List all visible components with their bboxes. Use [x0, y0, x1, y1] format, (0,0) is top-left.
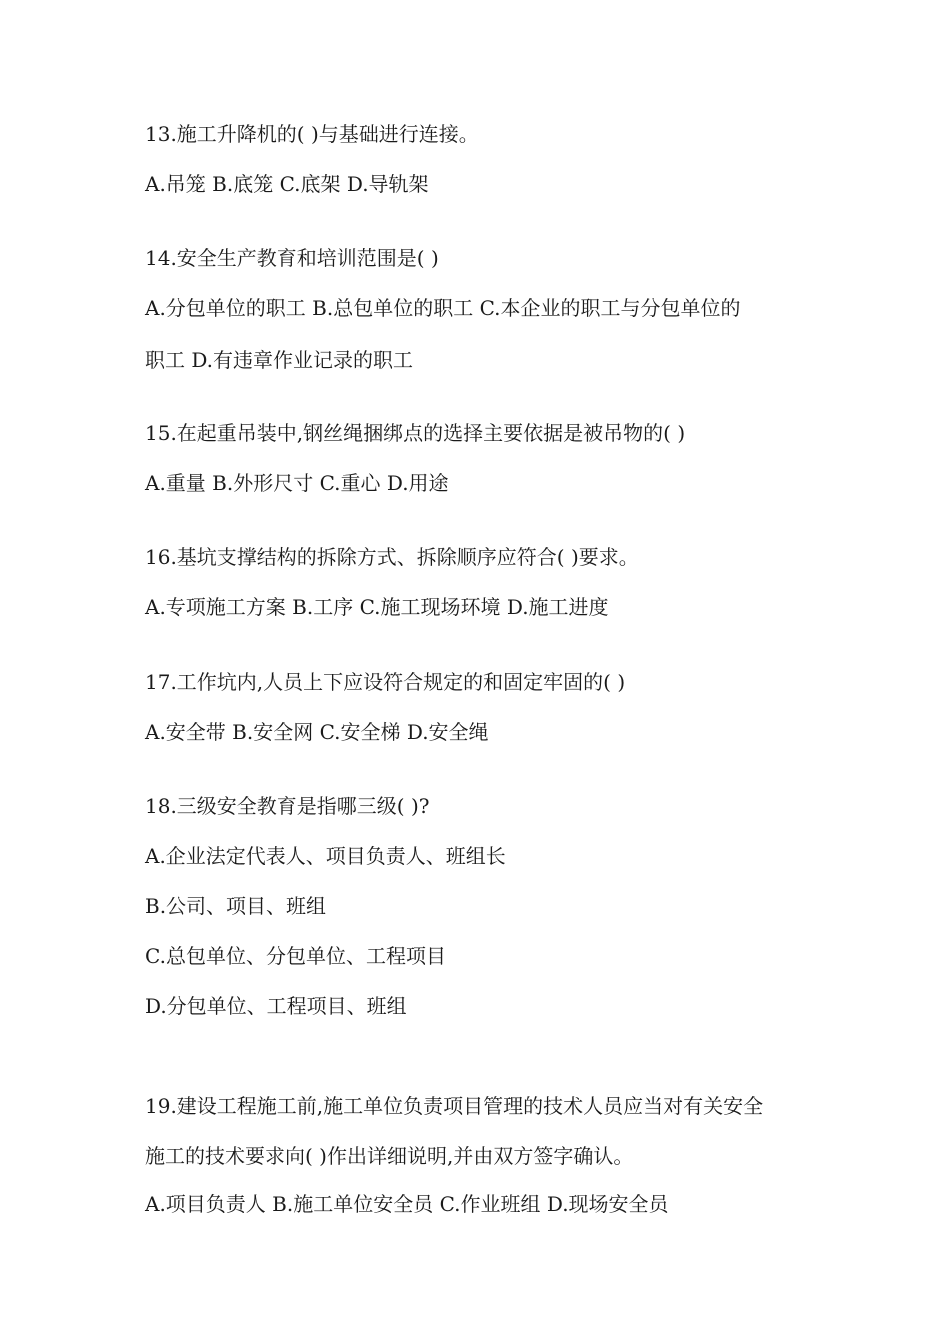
question-18-stem: 18.三级安全教育是指哪三级( )? [145, 794, 430, 818]
question-19-options: A.项目负责人 B.施工单位安全员 C.作业班组 D.现场安全员 [145, 1192, 669, 1216]
question-13-options: A.吊笼 B.底笼 C.底架 D.导轨架 [145, 172, 429, 196]
question-18-option-a: A.企业法定代表人、项目负责人、班组长 [145, 844, 506, 868]
question-14-stem: 14.安全生产教育和培训范围是( ) [145, 246, 439, 270]
question-16-options: A.专项施工方案 B.工序 C.施工现场环境 D.施工进度 [145, 595, 609, 619]
question-15-stem: 15.在起重吊装中,钢丝绳捆绑点的选择主要依据是被吊物的( ) [145, 421, 686, 445]
question-18-option-d: D.分包单位、工程项目、班组 [145, 994, 407, 1018]
question-18-option-b: B.公司、项目、班组 [145, 894, 327, 918]
question-17-stem: 17.工作坑内,人员上下应设符合规定的和固定牢固的( ) [145, 670, 626, 694]
question-19-stem: 19.建设工程施工前,施工单位负责项目管理的技术人员应当对有关安全 [145, 1094, 764, 1118]
question-18-option-c: C.总包单位、分包单位、工程项目 [145, 944, 446, 968]
question-19-stem-continued: 施工的技术要求向( )作出详细说明,并由双方签字确认。 [145, 1144, 634, 1168]
question-14-options-continued: 职工 D.有违章作业记录的职工 [145, 348, 414, 372]
question-13-stem: 13.施工升降机的( )与基础进行连接。 [145, 122, 479, 146]
question-15-options: A.重量 B.外形尺寸 C.重心 D.用途 [145, 471, 449, 495]
question-16-stem: 16.基坑支撑结构的拆除方式、拆除顺序应符合( )要求。 [145, 545, 639, 569]
question-17-options: A.安全带 B.安全网 C.安全梯 D.安全绳 [145, 720, 489, 744]
question-14-options: A.分包单位的职工 B.总包单位的职工 C.本企业的职工与分包单位的 [145, 296, 741, 320]
